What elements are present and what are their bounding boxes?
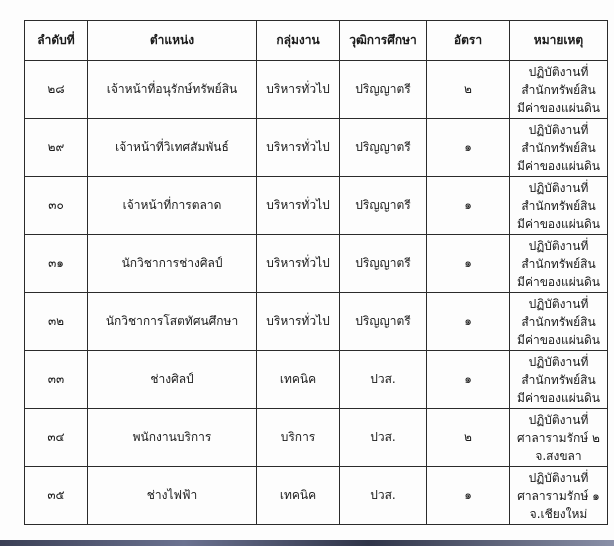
note-line: สำนักทรัพย์สิน <box>521 198 596 213</box>
cell-position: ช่างศิลป์ <box>88 351 257 409</box>
positions-table <box>24 20 608 525</box>
table-row <box>25 409 608 467</box>
note-line: ปฏิบัติงานที่ <box>528 64 589 79</box>
cell-no: ๓๔ <box>25 409 88 467</box>
cell-note <box>510 235 608 293</box>
cell-group: บริหารทั่วไป <box>257 119 340 177</box>
note-line: ศาลารามรักษ์ ๒ <box>517 430 600 445</box>
cell-no: ๓๒ <box>25 293 88 351</box>
note-line: สำนักทรัพย์สิน <box>521 140 596 155</box>
cell-education: ปริญญาตรี <box>340 61 427 119</box>
cell-group: บริหารทั่วไป <box>257 61 340 119</box>
note-line: สำนักทรัพย์สิน <box>521 256 596 271</box>
cell-no: ๓๕ <box>25 467 88 525</box>
header-rate: อัตรา <box>427 21 510 61</box>
cell-position: นักวิชาการช่างศิลป์ <box>88 235 257 293</box>
table-row <box>25 177 608 235</box>
cell-education: ปริญญาตรี <box>340 293 427 351</box>
table-row <box>25 119 608 177</box>
cell-position: ช่างไฟฟ้า <box>88 467 257 525</box>
note-line: สำนักทรัพย์สิน <box>521 314 596 329</box>
cell-note <box>510 467 608 525</box>
cell-group: บริหารทั่วไป <box>257 177 340 235</box>
header-no: ลำดับที่ <box>25 21 88 61</box>
header-education: วุฒิการศึกษา <box>340 21 427 61</box>
cell-education: ปริญญาตรี <box>340 119 427 177</box>
header-note: หมายเหตุ <box>510 21 608 61</box>
cell-rate: ๑ <box>427 467 510 525</box>
page-bottom-edge <box>0 540 614 546</box>
note-line: จ.สงขลา <box>535 448 582 463</box>
table-row <box>25 467 608 525</box>
cell-note <box>510 119 608 177</box>
note-line: มีค่าของแผ่นดิน <box>517 100 600 115</box>
table-row <box>25 61 608 119</box>
note-line: ปฏิบัติงานที่ <box>528 296 589 311</box>
cell-rate: ๒ <box>427 409 510 467</box>
cell-note <box>510 293 608 351</box>
note-line: ปฏิบัติงานที่ <box>528 412 589 427</box>
cell-no: ๓๑ <box>25 235 88 293</box>
cell-group: บริหารทั่วไป <box>257 293 340 351</box>
note-line: ปฏิบัติงานที่ <box>528 180 589 195</box>
cell-note <box>510 177 608 235</box>
cell-rate: ๑ <box>427 119 510 177</box>
cell-group: บริการ <box>257 409 340 467</box>
cell-note <box>510 351 608 409</box>
cell-position: เจ้าหน้าที่อนุรักษ์ทรัพย์สิน <box>88 61 257 119</box>
cell-note <box>510 409 608 467</box>
cell-rate: ๑ <box>427 177 510 235</box>
note-line: มีค่าของแผ่นดิน <box>517 158 600 173</box>
cell-education: ปริญญาตรี <box>340 177 427 235</box>
cell-no: ๓๐ <box>25 177 88 235</box>
table-row <box>25 235 608 293</box>
note-line: สำนักทรัพย์สิน <box>521 372 596 387</box>
cell-rate: ๑ <box>427 293 510 351</box>
cell-no: ๒๘ <box>25 61 88 119</box>
header-row <box>25 21 608 61</box>
cell-no: ๒๙ <box>25 119 88 177</box>
table-row <box>25 351 608 409</box>
note-line: มีค่าของแผ่นดิน <box>517 274 600 289</box>
note-line: ปฏิบัติงานที่ <box>528 238 589 253</box>
cell-position: พนักงานบริการ <box>88 409 257 467</box>
cell-rate: ๑ <box>427 351 510 409</box>
cell-education: ปวส. <box>340 409 427 467</box>
cell-group: เทคนิค <box>257 351 340 409</box>
cell-rate: ๒ <box>427 61 510 119</box>
note-line: ปฏิบัติงานที่ <box>528 354 589 369</box>
cell-education: ปริญญาตรี <box>340 235 427 293</box>
note-line: จ.เชียงใหม่ <box>529 506 588 521</box>
note-line: มีค่าของแผ่นดิน <box>517 216 600 231</box>
cell-no: ๓๓ <box>25 351 88 409</box>
note-line: ปฏิบัติงานที่ <box>528 470 589 485</box>
header-group: กลุ่มงาน <box>257 21 340 61</box>
cell-position: เจ้าหน้าที่การตลาด <box>88 177 257 235</box>
cell-group: บริหารทั่วไป <box>257 235 340 293</box>
cell-education: ปวส. <box>340 351 427 409</box>
table-row <box>25 293 608 351</box>
cell-note <box>510 61 608 119</box>
note-line: ปฏิบัติงานที่ <box>528 122 589 137</box>
note-line: ศาลารามรักษ์ ๑ <box>517 488 600 503</box>
cell-group: เทคนิค <box>257 467 340 525</box>
cell-position: เจ้าหน้าที่วิเทศสัมพันธ์ <box>88 119 257 177</box>
note-line: สำนักทรัพย์สิน <box>521 82 596 97</box>
cell-position: นักวิชาการโสตทัศนศึกษา <box>88 293 257 351</box>
note-line: มีค่าของแผ่นดิน <box>517 332 600 347</box>
note-line: มีค่าของแผ่นดิน <box>517 390 600 405</box>
cell-rate: ๑ <box>427 235 510 293</box>
cell-education: ปวส. <box>340 467 427 525</box>
header-position: ตำแหน่ง <box>88 21 257 61</box>
